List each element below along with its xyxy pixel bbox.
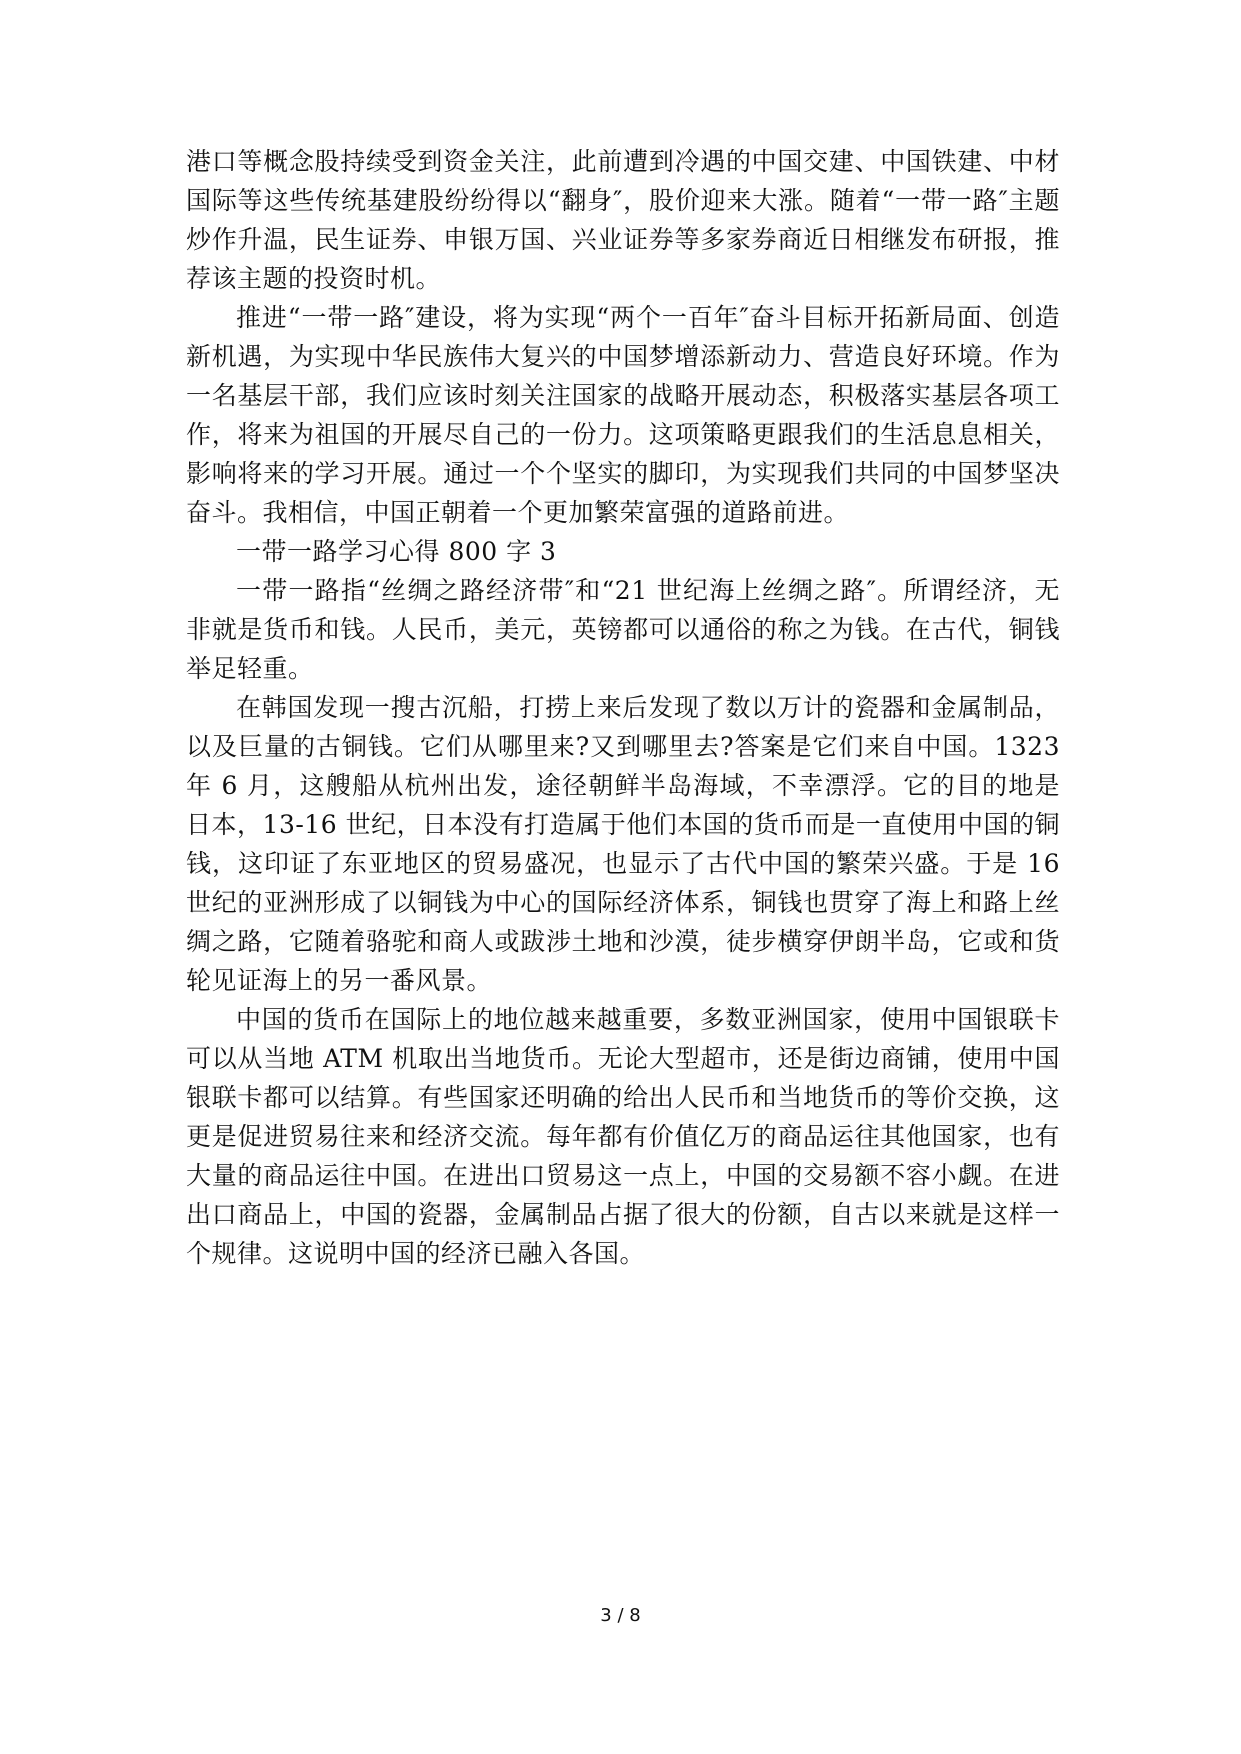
section-heading: 一带一路学习心得 800 字 3 [236, 537, 557, 566]
page-number: 3 / 8 [600, 1605, 641, 1626]
paragraph-belt-road-construction: 推进“一带一路″建设，将为实现“两个一百年″奋斗目标开拓新局面、创造新机遇，为实现中华民族伟大复兴的中国梦增添新动力、营造良好环境。作为一名基层干部，我们应该时刻关注国家的战略开展动态，积极落实基层各项工作，将来为祖国的开展尽自己的一份力。这项策略更跟我们的生活息息相关，影响将来的学习开展。通过一个个坚实的脚印，为实现我们共同的中国梦坚决奋斗。我相信，中国正朝着一个更加繁荣富强的道路前进。 [186, 303, 1060, 527]
paragraph-currency-status: 中国的货币在国际上的地位越来越重要，多数亚洲国家，使用中国银联卡可以从当地 ATM 机取出当地货币。无论大型超市，还是街边商铺，使用中国银联卡都可以结算。有些国家还明确的给出人民币和当地货币的等价交换，这更是促进贸易往来和经济交流。每年都有价值亿万的商品运往其他国家，也有大量的商品运往中国。在进出口贸易这一点上，中国的交易额不容小觑。在进出口商品上，中国的瓷器，金属制品占据了很大的份额，自古以来就是这样一个规律。这说明中国的经济已融入各国。 [186, 1005, 1060, 1268]
document-body [186, 142, 1060, 1273]
paragraph-silk-road-economy: 一带一路指“丝绸之路经济带″和“21 世纪海上丝绸之路″。所谓经济，无非就是货币和钱。人民币，美元，英镑都可以通俗的称之为钱。在古代，铜钱举足轻重。 [186, 576, 1060, 683]
paragraph-shipwreck-history: 在韩国发现一搜古沉船，打捞上来后发现了数以万计的瓷器和金属制品，以及巨量的古铜钱。它们从哪里来?又到哪里去?答案是它们来自中国。1323 年 6 月，这艘船从杭州出发，途径朝鲜半岛海域，不幸漂浮。它的目的地是日本，13-16 世纪，日本没有打造属于他们本国的货币而是一直使用中国的铜钱，这印证了东亚地区的贸易盛况，也显示了古代中国的繁荣兴盛。于是 16 世纪的亚洲形成了以铜钱为中心的国际经济体系，铜钱也贯穿了海上和路上丝绸之路，它随着骆驼和商人或跋涉土地和沙漠，徒步横穿伊朗半岛，它或和货轮见证海上的另一番风景。 [186, 693, 1060, 995]
paragraph-intro-continuation: 港口等概念股持续受到资金关注，此前遭到冷遇的中国交建、中国铁建、中材国际等这些传统基建股纷纷得以“翻身″，股价迎来大涨。随着“一带一路″主题炒作升温，民生证券、申银万国、兴业证券等多家券商近日相继发布研报，推荐该主题的投资时机。 [186, 147, 1060, 293]
